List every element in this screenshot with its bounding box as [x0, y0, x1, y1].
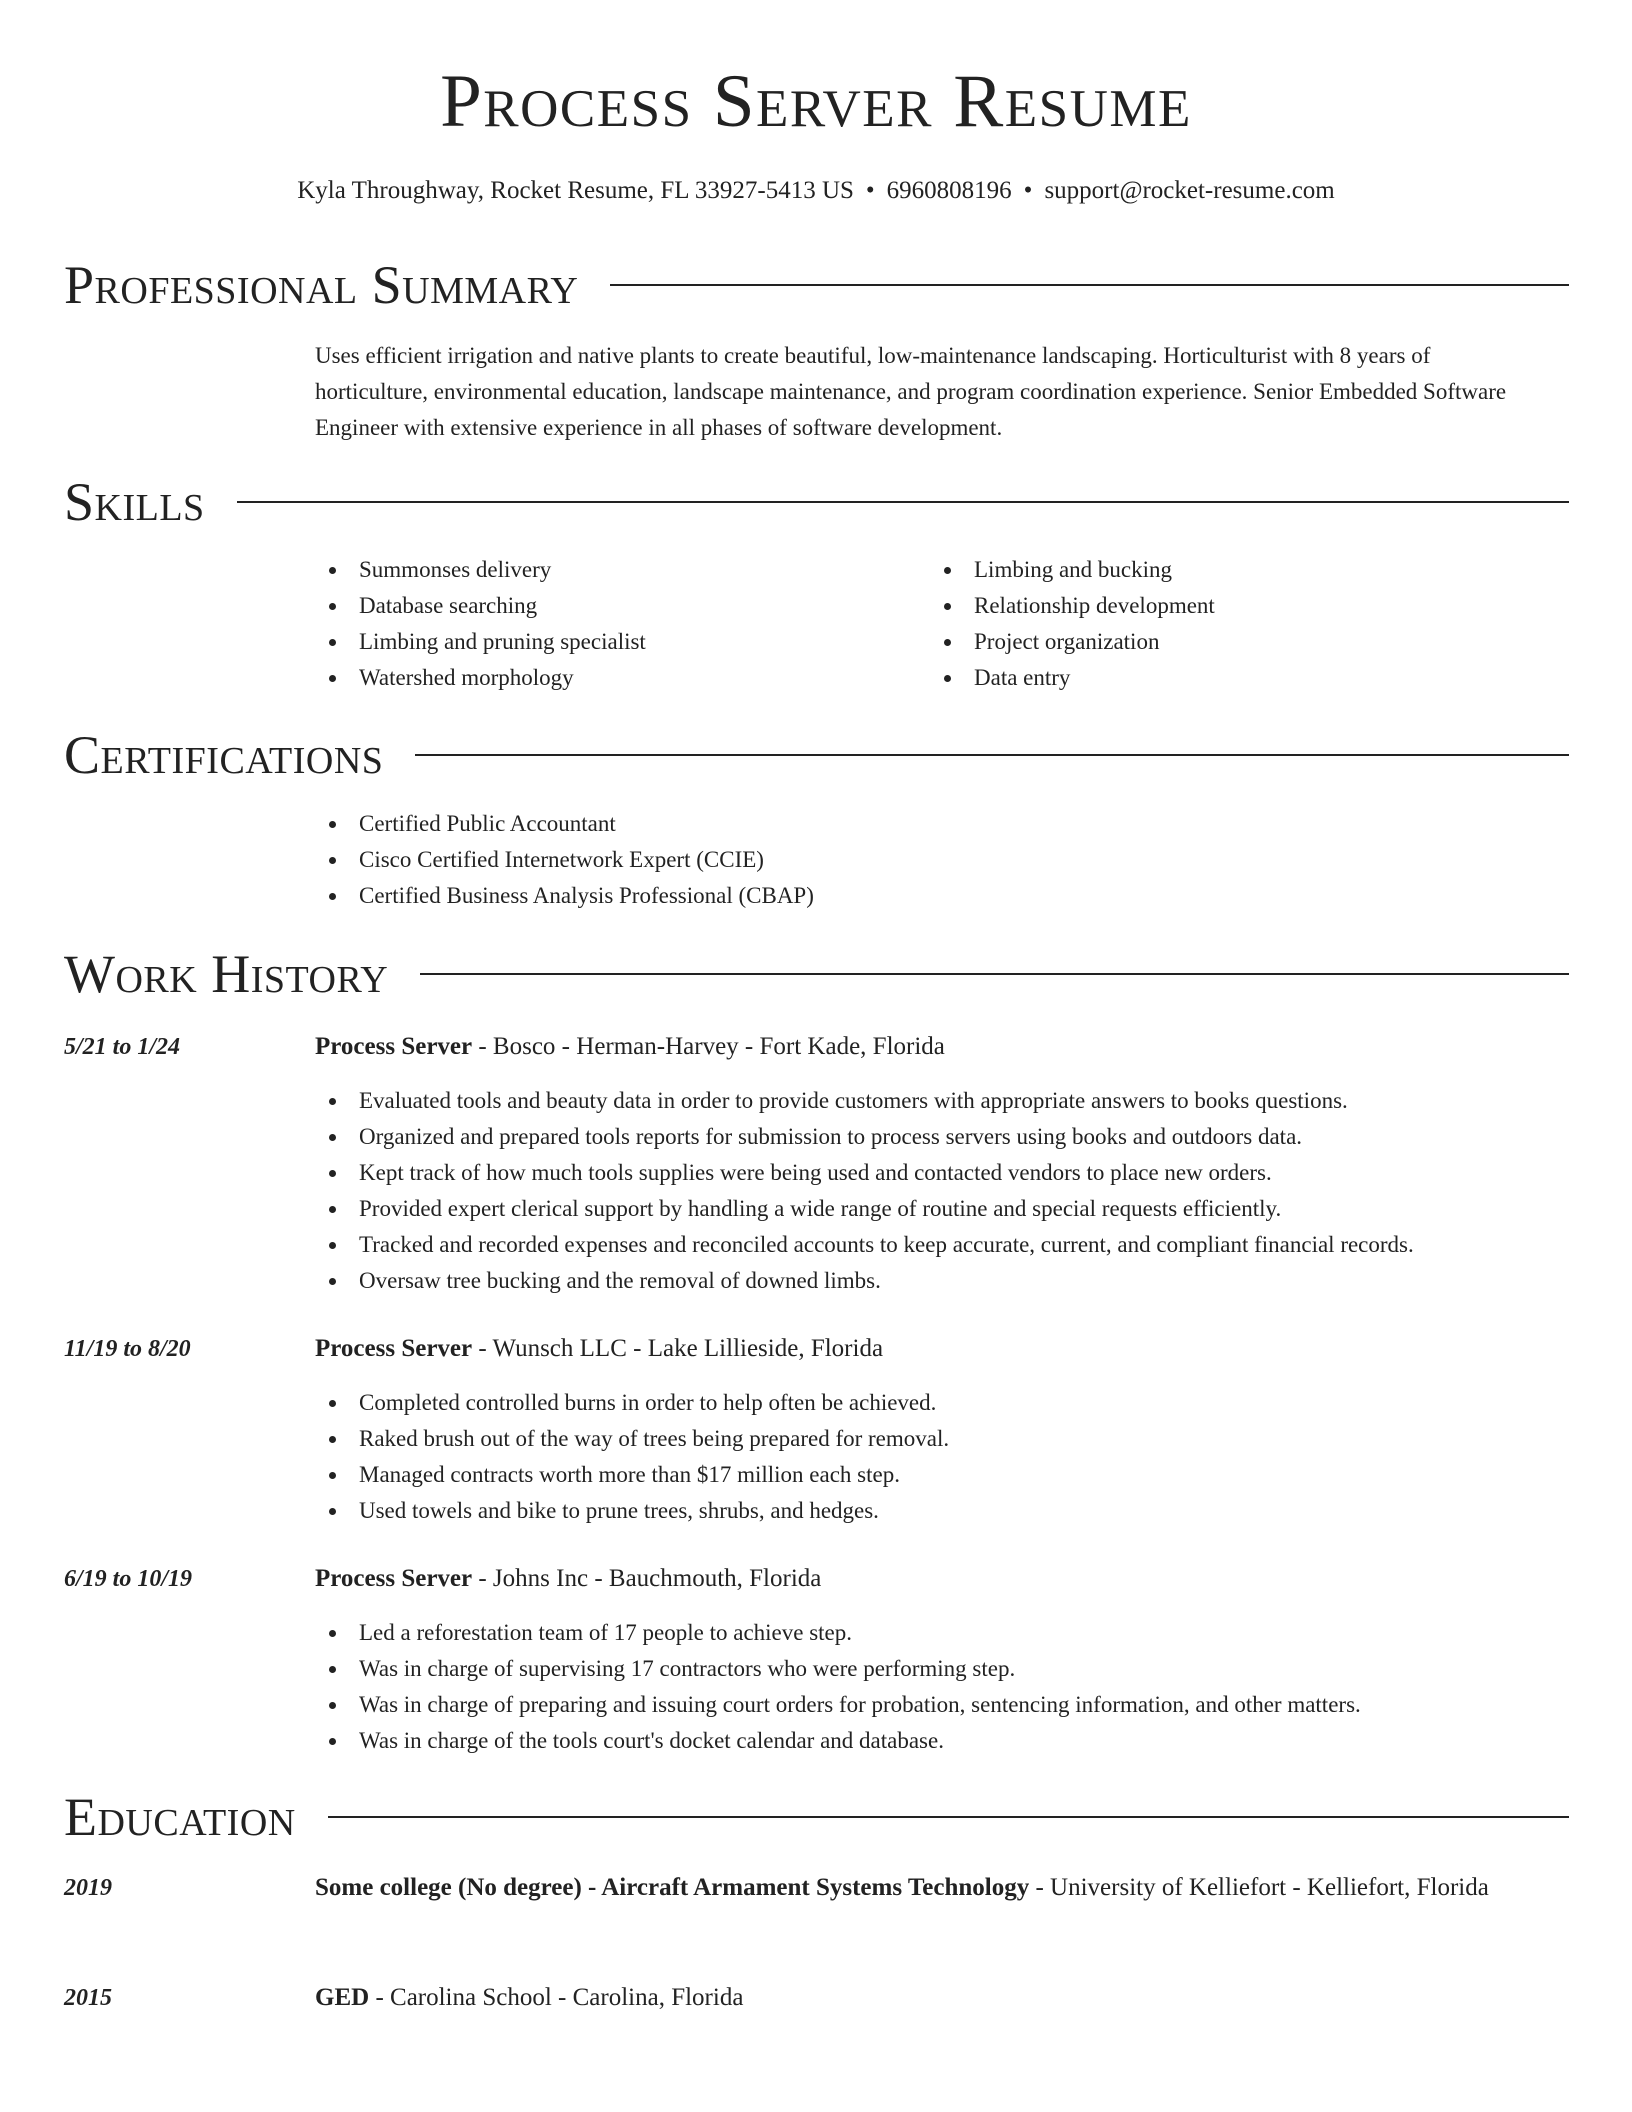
- education-entry: [315, 1869, 1540, 1907]
- contact-email[interactable]: support@rocket-resume.com: [1044, 177, 1335, 204]
- job-bullet: Was in charge of preparing and issuing court orders for probation, sentencing information, and other matters.: [315, 1687, 1361, 1723]
- education-entry: [315, 1979, 1540, 2017]
- job-bullet: Managed contracts worth more than $17 million each step.: [315, 1457, 949, 1493]
- section-title: Professional Summary: [64, 255, 579, 315]
- section-header-work-history: [64, 942, 1569, 1006]
- job-bullet: Oversaw tree bucking and the removal of downed limbs.: [315, 1263, 1414, 1299]
- job-dates: 6/19 to 10/19: [64, 1566, 193, 1592]
- skill-item: Limbing and pruning specialist: [315, 624, 646, 660]
- job-heading: [315, 1332, 883, 1366]
- job-details: - Wunsch LLC - Lake Lillieside, Florida: [472, 1335, 884, 1362]
- summary-text: Uses efficient irrigation and native plants to create beautiful, low-maintenance landscaping. Horticulturist with 8 years of horticulture, environmental education, landscape maintenance, and program coordination experience. Senior Embedded Software Engineer with extensive experience in all phases of software development.: [315, 343, 1507, 440]
- education-degree: GED: [315, 1984, 370, 2011]
- certification-item: Cisco Certified Internetwork Expert (CCIE): [315, 842, 814, 878]
- skills-list-left: [315, 552, 646, 696]
- section-divider: [237, 501, 1569, 503]
- contact-separator: •: [1023, 177, 1033, 204]
- job-bullet: Organized and prepared tools reports for submission to process servers using books and outdoors data.: [315, 1119, 1414, 1155]
- job-title: Process Server: [315, 1033, 473, 1060]
- job-bullets: [315, 1083, 1414, 1299]
- education-year: 2019: [64, 1875, 112, 1901]
- education-year: 2015: [64, 1985, 112, 2011]
- certification-item: Certified Public Accountant: [315, 806, 814, 842]
- contact-separator: •: [865, 177, 875, 204]
- job-title: Process Server: [315, 1565, 473, 1592]
- skill-item: Project organization: [930, 624, 1215, 660]
- job-bullet: Kept track of how much tools supplies were being used and contacted vendors to place new orders.: [315, 1155, 1414, 1191]
- section-title: Certifications: [64, 725, 384, 785]
- job-bullet: Led a reforestation team of 17 people to achieve step.: [315, 1615, 1361, 1651]
- job-bullets: [315, 1385, 949, 1529]
- section-title: Education: [64, 1787, 296, 1847]
- section-divider: [328, 1816, 1569, 1818]
- job-bullet: Was in charge of the tools court's docket calendar and database.: [315, 1723, 1361, 1759]
- certification-item: Certified Business Analysis Professional (CBAP): [315, 878, 814, 914]
- section-header-certifications: [64, 723, 1569, 787]
- section-divider: [420, 973, 1569, 975]
- job-bullet: Used towels and bike to prune trees, shrubs, and hedges.: [315, 1493, 949, 1529]
- job-heading: [315, 1562, 821, 1596]
- certifications-list: [315, 806, 814, 914]
- section-title: Skills: [64, 472, 205, 532]
- education-details: - Carolina School - Carolina, Florida: [369, 1984, 744, 2011]
- job-bullet: Was in charge of supervising 17 contractors who were performing step.: [315, 1651, 1361, 1687]
- education-details: - University of Kelliefort - Kelliefort, Florida: [1029, 1874, 1489, 1901]
- skill-item: Database searching: [315, 588, 646, 624]
- contact-address: Kyla Throughway, Rocket Resume, FL 33927-5413 US: [297, 177, 854, 204]
- job-bullet: Completed controlled burns in order to help often be achieved.: [315, 1385, 949, 1421]
- job-bullet: Evaluated tools and beauty data in order to provide customers with appropriate answers to books questions.: [315, 1083, 1414, 1119]
- skill-item: Watershed morphology: [315, 660, 646, 696]
- job-title: Process Server: [315, 1335, 473, 1362]
- skills-list-right: [930, 552, 1215, 696]
- job-bullet: Provided expert clerical support by handling a wide range of routine and special requests efficiently.: [315, 1191, 1414, 1227]
- skill-item: Limbing and bucking: [930, 552, 1215, 588]
- section-title: Work History: [64, 944, 389, 1004]
- section-header-skills: [64, 470, 1569, 534]
- job-bullet: Raked brush out of the way of trees being prepared for removal.: [315, 1421, 949, 1457]
- job-heading: [315, 1030, 945, 1064]
- job-details: - Johns Inc - Bauchmouth, Florida: [472, 1565, 822, 1592]
- skill-item: Data entry: [930, 660, 1215, 696]
- section-header-summary: [64, 253, 1569, 317]
- job-bullet: Tracked and recorded expenses and reconciled accounts to keep accurate, current, and compliant financial records.: [315, 1227, 1414, 1263]
- section-header-education: [64, 1785, 1569, 1849]
- job-details: - Bosco - Herman-Harvey - Fort Kade, Florida: [472, 1033, 945, 1060]
- education-degree: Some college (No degree) - Aircraft Armament Systems Technology: [315, 1874, 1030, 1901]
- job-dates: 5/21 to 1/24: [64, 1034, 181, 1060]
- job-dates: 11/19 to 8/20: [64, 1336, 191, 1362]
- contact-line: [0, 174, 1632, 208]
- job-bullets: [315, 1615, 1361, 1759]
- skill-item: Relationship development: [930, 588, 1215, 624]
- skill-item: Summonses delivery: [315, 552, 646, 588]
- contact-phone: 6960808196: [886, 177, 1012, 204]
- section-divider: [415, 754, 1569, 756]
- resume-title: Process Server Resume: [440, 60, 1192, 143]
- section-divider: [610, 284, 1569, 286]
